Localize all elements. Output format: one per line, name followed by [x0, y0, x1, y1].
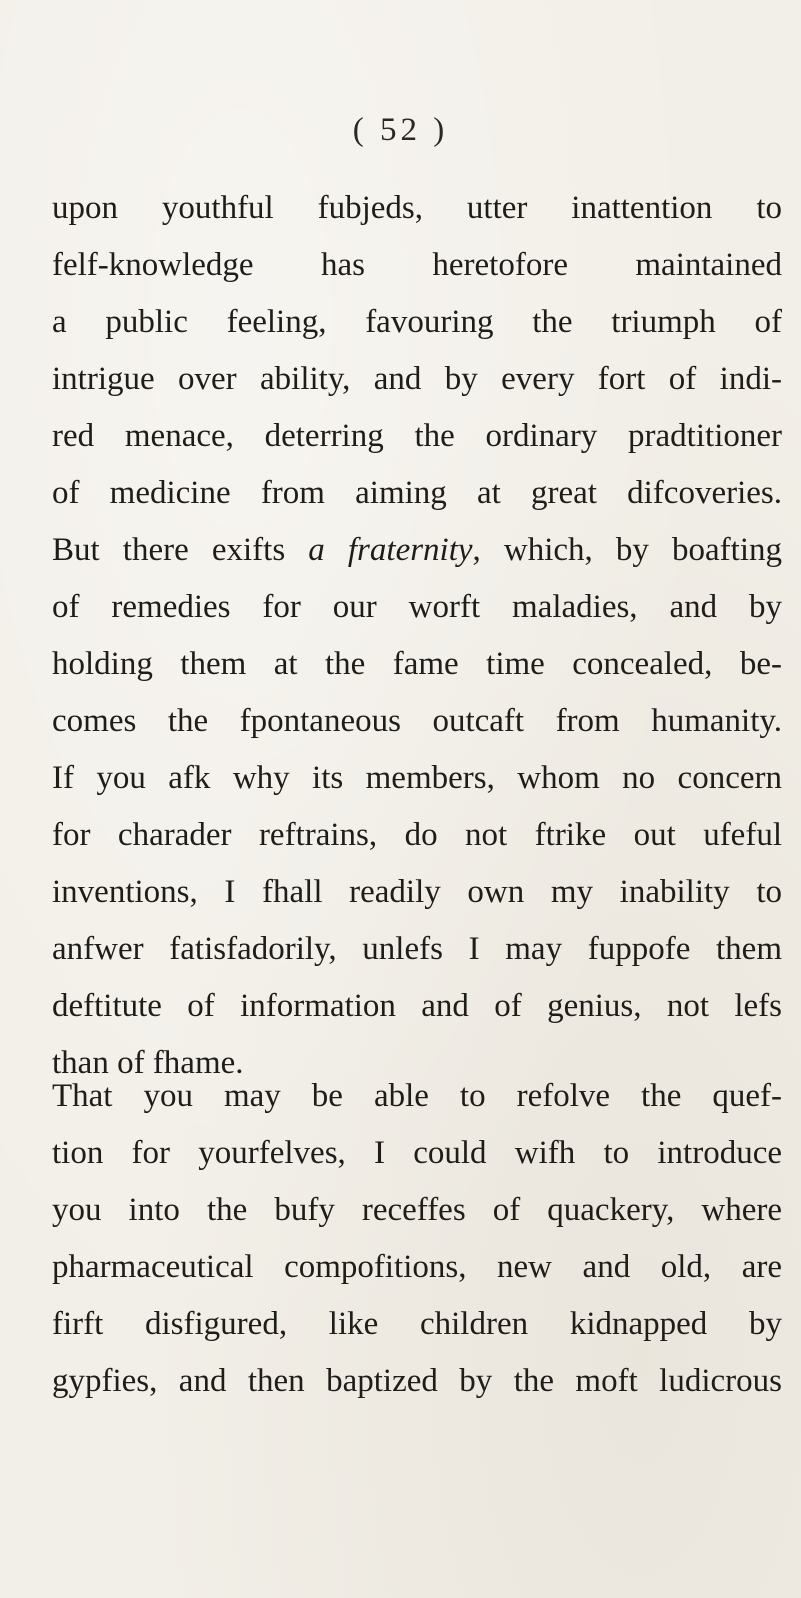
page-number: ( 52 ) [352, 112, 449, 148]
text-line: tion for yourfelves, I could wifh to introduce [52, 1135, 782, 1171]
text-line: red menace, deterring the ordinary pradtitioner [52, 418, 782, 454]
text-line: firft disfigured, like children kidnapped by [52, 1306, 782, 1342]
text-line: anfwer fatisfadorily, unlefs I may fuppofe them [52, 931, 782, 967]
text-line: pharmaceutical compofitions, new and old, are [52, 1249, 782, 1285]
text-line: inventions, I fhall readily own my inability to [52, 874, 782, 910]
text-line-with-italic [52, 522, 782, 579]
text-line: upon youthful fubjeds, utter inattention to [52, 190, 782, 226]
text-line: you into the bufy receffes of quackery, where [52, 1192, 782, 1228]
text-line: of remedies for our worft maladies, and by [52, 589, 782, 625]
text-line: holding them at the fame time concealed, be- [52, 646, 782, 682]
text-line: comes the fpontaneous outcaft from humanity. [52, 703, 782, 739]
text-line: That you may be able to refolve the quef- [52, 1078, 782, 1114]
text-segment: , which, by boafting [472, 532, 782, 568]
paragraph-1 [52, 180, 782, 1092]
text-line: intrigue over ability, and by every fort of indi- [52, 361, 782, 397]
text-line: gypfies, and then baptized by the moft ludicrous [52, 1363, 782, 1399]
text-segment: But there exifts [52, 532, 309, 568]
text-line: felf-knowledge has heretofore maintained [52, 247, 782, 283]
text-line: If you afk why its members, whom no concern [52, 760, 782, 796]
text-line: of medicine from aiming at great difcoveries. [52, 475, 782, 511]
text-line: than of fhame. [52, 1045, 244, 1081]
text-line: a public feeling, favouring the triumph of [52, 304, 782, 340]
text-line: for charader reftrains, do not ftrike out ufeful [52, 817, 782, 853]
text-line: deftitute of information and of genius, not lefs [52, 988, 782, 1024]
italic-phrase: a fraternity [308, 532, 473, 568]
paragraph-2 [52, 1068, 782, 1410]
